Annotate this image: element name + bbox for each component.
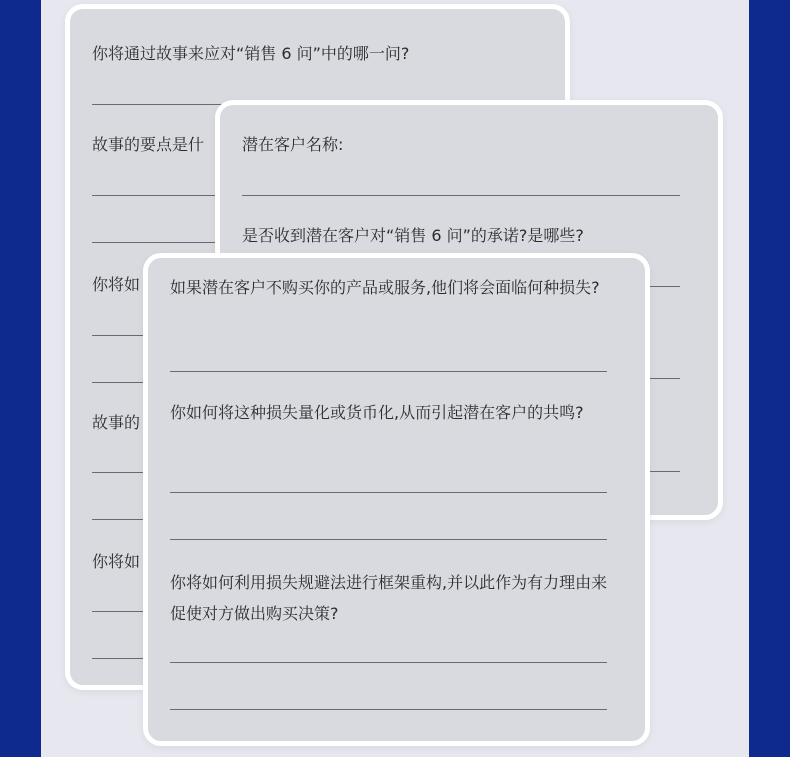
question-story: 故事的 [92, 413, 141, 432]
question-how-2: 你将如 [92, 552, 141, 571]
question-reframe: 你将如何利用损失规避法进行框架重构,并以此作为有力理由来促使对方做出购买决策? [170, 573, 608, 623]
answer-line [170, 371, 607, 372]
answer-line [242, 195, 680, 196]
answer-line [170, 539, 607, 540]
question-sales-six: 你将通过故事来应对“销售 6 问”中的哪一问? [92, 44, 410, 63]
question-commitment: 是否收到潜在客户对“销售 6 问”的承诺?是哪些? [242, 226, 584, 245]
answer-line [170, 662, 607, 663]
question-loss: 如果潜在客户不购买你的产品或服务,他们将会面临何种损失? [170, 278, 600, 297]
loss-aversion-card [143, 253, 650, 746]
question-how: 你将如 [92, 275, 141, 294]
answer-line [170, 492, 607, 493]
question-prospect-name: 潜在客户名称: [242, 135, 344, 154]
question-story-key-point: 故事的要点是什 [92, 135, 205, 154]
answer-line [170, 709, 607, 710]
question-quantify-loss: 你如何将这种损失量化或货币化,从而引起潜在客户的共鸣? [170, 403, 584, 422]
